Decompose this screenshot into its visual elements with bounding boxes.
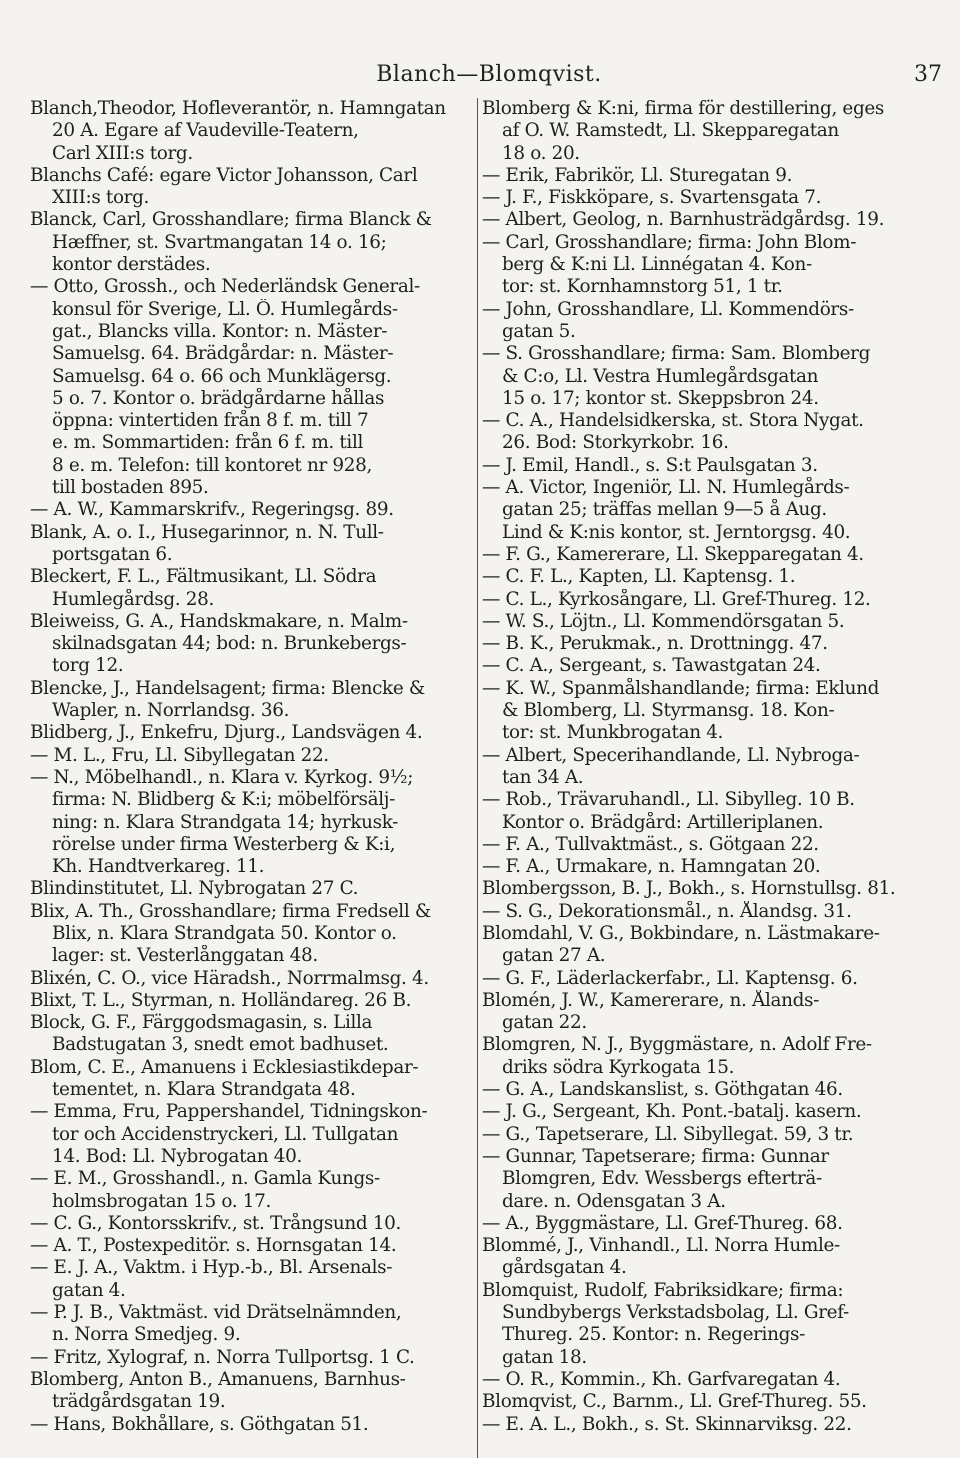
directory-line: Blixén, C. O., vice Häradsh., Norrmalmsg. 4. [30, 967, 429, 989]
directory-line: — J. F., Fiskköpare, s. Svartensgata 7. [482, 187, 822, 209]
directory-line: gatan 4. [52, 1279, 126, 1301]
directory-line: lager: st. Vesterlånggatan 48. [52, 945, 318, 967]
directory-line: Blomdahl, V. G., Bokbindare, n. Lästmakare- [482, 922, 880, 944]
directory-line: 26. Bod: Storkyrkobr. 16. [502, 432, 729, 454]
directory-line: firma: N. Blidberg & K:i; möbelförsälj- [52, 789, 395, 811]
directory-line: — N., Möbelhandl., n. Klara v. Kyrkog. 9½; [30, 766, 414, 788]
directory-line: gatan 5. [502, 320, 576, 342]
directory-line: kontor derstädes. [52, 254, 211, 276]
directory-line: Blix, A. Th., Grosshandlare; firma Fredsell & [30, 900, 431, 922]
directory-line: — P. J. B., Vaktmäst. vid Drätselnämnden, [30, 1302, 402, 1324]
directory-line: tor och Accidenstryckeri, Ll. Tullgatan [52, 1123, 399, 1145]
directory-line: rörelse under firma Westerberg & K:i, [52, 833, 396, 855]
directory-line: Blanchs Café: egare Victor Johansson, Carl [30, 164, 418, 186]
directory-line: — Carl, Grosshandlare; firma: John Blom- [482, 231, 857, 253]
column-divider [477, 98, 478, 1458]
directory-line: — Erik, Fabrikör, Ll. Sturegatan 9. [482, 164, 793, 186]
directory-line: Blomén, J. W., Kamererare, n. Ålands- [482, 989, 819, 1011]
directory-line: 14. Bod: Ll. Nybrogatan 40. [52, 1145, 302, 1167]
directory-line: — F. G., Kamererare, Ll. Skepparegatan 4. [482, 543, 864, 565]
directory-line: — O. R., Kommin., Kh. Garfvaregatan 4. [482, 1368, 841, 1390]
directory-line: — Otto, Grossh., och Nederländsk General- [30, 276, 420, 298]
directory-line: Blommé, J., Vinhandl., Ll. Norra Humle- [482, 1235, 840, 1257]
directory-line: 8 e. m. Telefon: till kontoret nr 928, [52, 454, 372, 476]
directory-line: gårdsgatan 4. [502, 1257, 627, 1279]
directory-line: tor: st. Kornhamnstorg 51, 1 tr. [502, 276, 783, 298]
directory-line: — J. Emil, Handl., s. S:t Paulsgatan 3. [482, 454, 818, 476]
directory-line: Badstugatan 3, snedt emot badhuset. [52, 1034, 389, 1056]
directory-line: — M. L., Fru, Ll. Sibyllegatan 22. [30, 744, 329, 766]
directory-line: — C. F. L., Kapten, Ll. Kaptensg. 1. [482, 566, 796, 588]
directory-line: tor: st. Munkbrogatan 4. [502, 722, 724, 744]
directory-line: Kontor o. Brädgård: Artilleriplanen. [502, 811, 824, 833]
directory-line: gatan 27 A. [502, 945, 606, 967]
directory-line: — C. G., Kontorsskrifv., st. Trångsund 10. [30, 1212, 402, 1234]
directory-line: ning: n. Klara Strandgata 14; hyrkusk- [52, 811, 399, 833]
directory-line: n. Norra Smedjeg. 9. [52, 1324, 241, 1346]
directory-line: e. m. Sommartiden: från 6 f. m. till [52, 432, 364, 454]
directory-line: 5 o. 7. Kontor o. brädgårdarne hållas [52, 387, 385, 409]
directory-line: — Rob., Trävaruhandl., Ll. Sibylleg. 10 B. [482, 789, 855, 811]
directory-line: torg 12. [52, 655, 124, 677]
directory-line: 18 o. 20. [502, 142, 580, 164]
directory-line: — C. A., Handelsidkerska, st. Stora Nygat. [482, 410, 864, 432]
directory-line: Samuelsg. 64. Brädgårdar: n. Mäster- [52, 343, 394, 365]
directory-line: Blomqvist, C., Barnm., Ll. Gref-Thureg. 55. [482, 1391, 867, 1413]
directory-line: — Emma, Fru, Pappershandel, Tidningskon- [30, 1101, 428, 1123]
directory-line: Hæffner, st. Svartmangatan 14 o. 16; [52, 231, 387, 253]
directory-line: — C. A., Sergeant, s. Tawastgatan 24. [482, 655, 821, 677]
directory-line: — F. A., Urmakare, n. Hamngatan 20. [482, 856, 821, 878]
directory-line: Thureg. 25. Kontor: n. Regerings- [502, 1324, 805, 1346]
directory-line: driks södra Kyrkogata 15. [502, 1056, 735, 1078]
page-number: 37 [914, 62, 942, 87]
directory-line: Blixt, T. L., Styrman, n. Holländareg. 26 B. [30, 989, 412, 1011]
directory-line: Blomberg, Anton B., Amanuens, Barnhus- [30, 1368, 406, 1390]
directory-line: — E. M., Grosshandl., n. Gamla Kungs- [30, 1168, 380, 1190]
directory-line: berg & K:ni Ll. Linnégatan 4. Kon- [502, 254, 812, 276]
directory-line: Blanch,Theodor, Hofleverantör, n. Hamngatan [30, 98, 446, 119]
directory-line: — B. K., Perukmak., n. Drottningg. 47. [482, 633, 828, 655]
directory-line: — John, Grosshandlare, Ll. Kommendörs- [482, 298, 854, 320]
directory-line: — A. W., Kammarskrifv., Regeringsg. 89. [30, 499, 394, 521]
directory-line: 20 A. Egare af Vaudeville-Teatern, [52, 120, 359, 142]
directory-line: till bostaden 895. [52, 477, 209, 499]
directory-line: — E. A. L., Bokh., s. St. Skinnarviksg. 22. [482, 1413, 852, 1435]
directory-line: — C. L., Kyrkosångare, Ll. Gref-Thureg. 12. [482, 588, 871, 610]
directory-line: Carl XIII:s torg. [52, 142, 193, 164]
directory-line: & C:o, Ll. Vestra Humlegårdsgatan [502, 365, 819, 387]
directory-line: — W. S., Löjtn., Ll. Kommendörsgatan 5. [482, 610, 845, 632]
directory-line: Blank, A. o. I., Husegarinnor, n. N. Tull- [30, 521, 384, 543]
directory-line: Blom, C. E., Amanuens i Ecklesiastikdepar- [30, 1056, 419, 1078]
directory-line: — A. Victor, Ingeniör, Ll. N. Humlegårds- [482, 477, 850, 499]
directory-line: Blomgren, Edv. Wessbergs efterträ- [502, 1168, 822, 1190]
directory-line: — Fritz, Xylograf, n. Norra Tullportsg. 1 C. [30, 1346, 415, 1368]
directory-line: tementet, n. Klara Strandgata 48. [52, 1079, 356, 1101]
directory-line: — Albert, Specerihandlande, Ll. Nybroga- [482, 744, 860, 766]
directory-line: Blombergsson, B. J., Bokh., s. Hornstullsg. 81. [482, 878, 896, 900]
directory-line: konsul för Sverige, Ll. Ö. Humlegårds- [52, 298, 398, 320]
directory-line: Blomberg & K:ni, firma för destillering, eges [482, 98, 885, 119]
directory-line: Blomgren, N. J., Byggmästare, n. Adolf Fre- [482, 1034, 872, 1056]
directory-line: Kh. Handtverkareg. 11. [52, 856, 265, 878]
directory-line: holmsbrogatan 15 o. 17. [52, 1190, 271, 1212]
directory-line: — S. Grosshandlare; firma: Sam. Blomberg [482, 343, 871, 365]
directory-line: Blencke, J., Handelsagent; firma: Blencke & [30, 677, 425, 699]
directory-line: portsgatan 6. [52, 543, 173, 565]
running-title: Blanch—Blomqvist. [376, 62, 602, 87]
directory-line: Blix, n. Klara Strandgata 50. Kontor o. [52, 922, 397, 944]
directory-line: Humlegårdsg. 28. [52, 588, 214, 610]
directory-line: Blomquist, Rudolf, Fabriksidkare; firma: [482, 1279, 844, 1301]
directory-line: skilnadsgatan 44; bod: n. Brunkebergs- [52, 633, 407, 655]
directory-line: — Hans, Bokhållare, s. Göthgatan 51. [30, 1413, 369, 1435]
right-column [482, 98, 928, 1436]
directory-line: trädgårdsgatan 19. [52, 1391, 226, 1413]
directory-line: dare. n. Odensgatan 3 A. [502, 1190, 726, 1212]
directory-line: — A. T., Postexpeditör. s. Hornsgatan 14. [30, 1235, 397, 1257]
directory-line: Blindinstitutet, Ll. Nybrogatan 27 C. [30, 878, 359, 900]
directory-line: — Albert, Geolog, n. Barnhusträdgårdsg. 19. [482, 209, 885, 231]
directory-line: — F. A., Tullvaktmäst., s. Götgaan 22. [482, 833, 819, 855]
directory-line: — J. G., Sergeant, Kh. Pont.-batalj. kasern. [482, 1101, 862, 1123]
directory-line: — A., Byggmästare, Ll. Gref-Thureg. 68. [482, 1212, 843, 1234]
directory-line: 15 o. 17; kontor st. Skeppsbron 24. [502, 387, 819, 409]
directory-line: — S. G., Dekorationsmål., n. Ålandsg. 31. [482, 900, 852, 922]
directory-line: gatan 18. [502, 1346, 587, 1368]
directory-line: Lind & K:nis kontor, st. Jerntorgsg. 40. [502, 521, 851, 543]
directory-line: Bleckert, F. L., Fältmusikant, Ll. Södra [30, 566, 377, 588]
directory-line: Blanck, Carl, Grosshandlare; firma Blanck & [30, 209, 432, 231]
directory-line: Sundbybergs Verkstadsbolag, Ll. Gref- [502, 1302, 849, 1324]
directory-line: af O. W. Ramstedt, Ll. Skepparegatan [502, 120, 839, 142]
left-column [30, 98, 476, 1436]
directory-line: Block, G. F., Färggodsmagasin, s. Lilla [30, 1012, 373, 1034]
directory-line: Blidberg, J., Enkefru, Djurg., Landsvägen 4. [30, 722, 423, 744]
directory-line: Samuelsg. 64 o. 66 och Munklägersg. [52, 365, 392, 387]
directory-line: — G., Tapetserare, Ll. Sibyllegat. 59, 3 tr. [482, 1123, 854, 1145]
directory-line: tan 34 A. [502, 766, 584, 788]
directory-line: — Gunnar, Tapetserare; firma: Gunnar [482, 1145, 829, 1167]
directory-line: gatan 22. [502, 1012, 587, 1034]
directory-line: Bleiweiss, G. A., Handskmakare, n. Malm- [30, 610, 408, 632]
directory-line: — K. W., Spanmålshandlande; firma: Eklund [482, 677, 880, 699]
directory-line: — E. J. A., Vaktm. i Hyp.-b., Bl. Arsenals- [30, 1257, 393, 1279]
directory-line: & Blomberg, Ll. Styrmansg. 18. Kon- [502, 700, 835, 722]
directory-line: — G. F., Läderlackerfabr., Ll. Kaptensg. 6. [482, 967, 858, 989]
directory-line: gatan 25; träffas mellan 9—5 å Aug. [502, 499, 827, 521]
directory-line: Wapler, n. Norrlandsg. 36. [52, 700, 290, 722]
directory-line: — G. A., Landskanslist, s. Göthgatan 46. [482, 1079, 843, 1101]
directory-line: öppna: vintertiden från 8 f. m. till 7 [52, 410, 369, 432]
page-header [30, 62, 948, 94]
directory-line: XIII:s torg. [52, 187, 150, 209]
directory-line: gat., Blancks villa. Kontor: n. Mäster- [52, 320, 388, 342]
